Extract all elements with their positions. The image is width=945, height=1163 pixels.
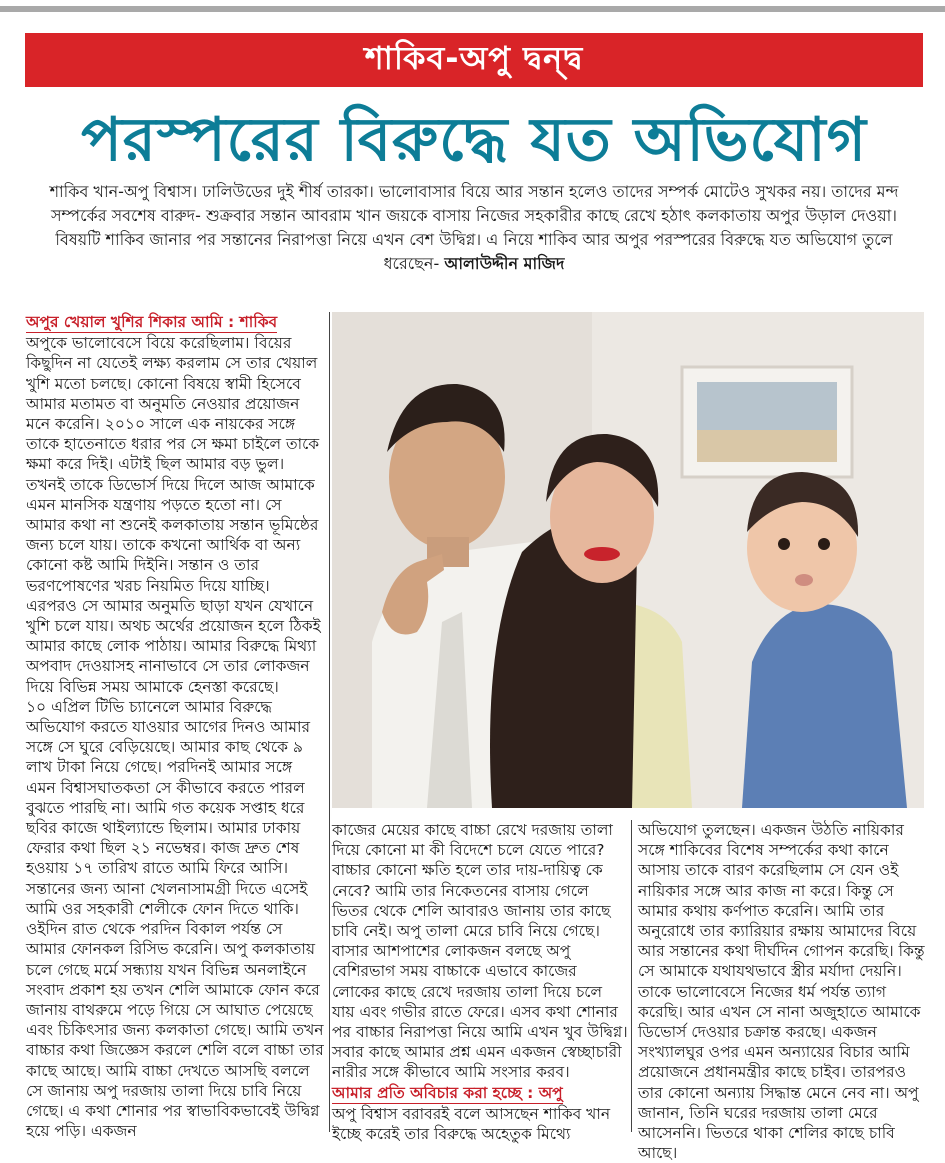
paragraph: কাজের মেয়ের কাছে বাচ্চা রেখে দরজায় তালা দিয়ে কোনো মা কী বিদেশে চলে যেতে পারে? বাচ্চার কোনো ক্ষতি হলে তার দায়-দায়িত্ব কে নেবে? আমি তার নিকেতনের বাসায় গেলে ভিতর থেকে শেলি আবারও জানায় তার কাছে চাবি নেই। অপু তালা মেরে চাবি নিয়ে গেছে। বাসার আশপাশের লোকজন বলছে অপু বেশিরভাগ সময় বাচ্চাকে এভাবে কাজের লোকের কাছে রেখে দরজায় তালা দিয়ে চলে যায় এবং গভীর রাতে ফেরে। এসব কথা শোনার পর বাচ্চার নিরাপত্তা নিয়ে আমি এখন খুব উদ্বিগ্ন। সবার কাছে আমার প্রশ্ন এমন একজন স্বেচ্ছাচারী নারীর সঙ্গে কীভাবে আমি সংসার করব। <box>332 821 628 1082</box>
paragraph: ১০ এপ্রিল টিভি চ্যানেলে আমার বিরুদ্ধে অভিযোগ করতে যাওয়ার আগের দিনও আমার সঙ্গে সে ঘুরে বেড়িয়েছে। আমার কাছ থেকে ৯ লাখ টাকা নিয়ে গেছে। পরদিনই আমার সঙ্গে এমন বিশ্বাসঘাতকতা সে কীভাবে করতে পারল বুঝতে পারছি না। আমি গত কয়েক সপ্তাহ ধরে ছবির কাজে থাইল্যান্ডে ছিলাম। আমার ঢাকায় ফেরার কথা ছিল ২১ নভেম্বর। কাজ দ্রুত শেষ হওয়ায় ১৭ তারিখ রাতে আমি ফিরে আসি। সন্তানের জন্য আনা খেলনাসামগ্রী দিতে এসেই আমি ওর সহকারী শেলীকে ফোন দিতে থাকি। ওইদিন রাত থেকে পরদিন বিকাল পর্যন্ত সে আমার ফোনকল রিসিভ করেনি। অপু কলকাতায় চলে গেছে মর্মে সন্ধ্যায় যখন বিভিন্ন অনলাইনে সংবাদ প্রকাশ হয় তখন শেলি আমাকে ফোন করে জানায় বাথরুমে পড়ে গিয়ে সে আঘাত পেয়েছে এবং চিকিৎসার জন্য কলকাতা গেছে। আমি তখন বাচ্চার কথা জিজ্ঞেস করলে শেলি বলে বাচ্চা তার কাছে আছে। আমি বাচ্চা দেখতে আসছি বললে সে জানায় অপু দরজায় তালা দিয়ে চাবি নিয়ে গেছে। এ কথা শোনার পর স্বাভাবিকভাবেই উদ্বিগ্ন হয়ে পড়ি। একজন <box>26 697 324 1141</box>
column-middle <box>332 820 629 1144</box>
paragraph: অপুকে ভালোবেসে বিয়ে করেছিলাম। বিয়ের কিছুদিন না যেতেই লক্ষ্য করলাম সে তার খেয়াল খুশি মতো চলছে। কোনো বিষয়ে স্বামী হিসেবে আমার মতামত বা অনুমতি নেওয়ার প্রয়োজন মনে করেনি। ২০১০ সালে এক নায়কের সঙ্গে তাকে হাতেনাতে ধরার পর সে ক্ষমা চাইলে তাকে ক্ষমা করে দিই। এটাই ছিল আমার বড় ভুল। তখনই তাকে ডিভোর্স দিয়ে দিলে আজ আমাকে এমন মানসিক যন্ত্রণায় পড়তে হতো না। সে আমার কথা না শুনেই কলকাতায় সন্তান ভূমিষ্ঠের জন্য চলে যায়। তাকে কখনো আর্থিক বা অন্য কোনো কষ্ট আমি দিইনি। সন্তান ও তার ভরণপোষণের খরচ নিয়মিত দিয়ে যাচ্ছি। এরপরও সে আমার অনুমতি ছাড়া যখন যেখানে খুশি চলে যায়। অথচ অর্থের প্রয়োজন হলে ঠিকই আমার কাছে লোক পাঠায়। আমার বিরুদ্ধে মিথ্যা অপবাদ দেওয়াসহ নানাভাবে সে তার লোকজন দিয়ে বিভিন্ন সময় আমাকে হেনস্তা করেছে। <box>26 334 321 696</box>
byline: আলাউদ্দীন মাজিদ <box>444 254 565 273</box>
kicker-text: শাকিব-অপু দ্বন্দ্ব <box>364 39 584 77</box>
photo-shakib-apu-son <box>332 312 924 808</box>
paragraph: অভিযোগ তুলছেন। একজন উঠতি নায়িকার সঙ্গে শাকিবের বিশেষ সম্পর্কের কথা কানে আসায় তাকে বারণ করেছিলাম সে যেন ওই নায়িকার সঙ্গে আর কাজ না করে। কিন্তু সে আমার কথায় কর্ণপাত করেনি। আমি তার অনুরোধে তার ক্যারিয়ার রক্ষায় আমাদের বিয়ে আর সন্তানের কথা দীর্ঘদিন গোপন করেছি। কিন্তু সে আমাকে যথাযথভাবে স্ত্রীর মর্যাদা দেয়নি। তাকে ভালোবেসে নিজের ধর্ম পর্যন্ত ত্যাগ করেছি। আর এখন সে নানা অজুহাতে আমাকে ডিভোর্স দেওয়ার চক্রান্ত করছে। একজন সংখ্যালঘুর ওপর এমন অন্যায়ের বিচার আমি প্রয়োজনে প্রধানমন্ত্রীর কাছে চাইব। তারপরও তার কোনো অন্যায় সিদ্ধান্ত মেনে নেব না। অপু জানান, তিনি ঘরের দরজায় তালা মেরে আসেননি। ভিতরে থাকা শেলির কাছে চাবি আছে। <box>638 821 925 1163</box>
photo-illustration <box>332 312 924 808</box>
top-rule <box>0 6 945 12</box>
column-left <box>26 312 324 1141</box>
paragraph: অপু বিশ্বাস বরাবরই বলে আসছেন শাকিব খান ইচ্ছে করেই তার বিরুদ্ধে অহেতুক মিথ্যে <box>332 1104 611 1144</box>
kicker-band <box>25 33 923 87</box>
intro-text: শাকিব খান-অপু বিশ্বাস। ঢালিউডের দুই শীর্ষ তারকা। ভালোবাসার বিয়ে আর সন্তান হলেও তাদের সম্পর্ক মোটেও সুখকর নয়। তাদের মন্দ সম্পর্কের সবশেষ বারুদ- শুক্রবার সন্তান আবরাম খান জয়কে বাসায় নিজের সহকারীর কাছে রেখে হঠাৎ কলকাতায় অপুর উড়াল দেওয়া। বিষয়টি শাকিব জানার পর সন্তানের নিরাপত্তা নিয়ে এখন বেশ উদ্বিগ্ন। এ নিয়ে শাকিব আর অপুর পরস্পরের বিরুদ্ধে যত অভিযোগ তুলে ধরেছেন- <box>49 182 899 273</box>
headline: পরস্পরের বিরুদ্ধে যত অভিযোগ <box>81 105 867 175</box>
subhead-apu: আমার প্রতি অবিচার করা হচ্ছে : অপু <box>332 1083 563 1104</box>
column-right <box>638 820 926 1163</box>
intro-paragraph <box>28 180 920 276</box>
column-divider <box>329 312 330 1132</box>
column-divider <box>631 820 632 1132</box>
subhead-shakib: অপুর খেয়াল খুশির শিকার আমি : শাকিব <box>26 312 277 333</box>
